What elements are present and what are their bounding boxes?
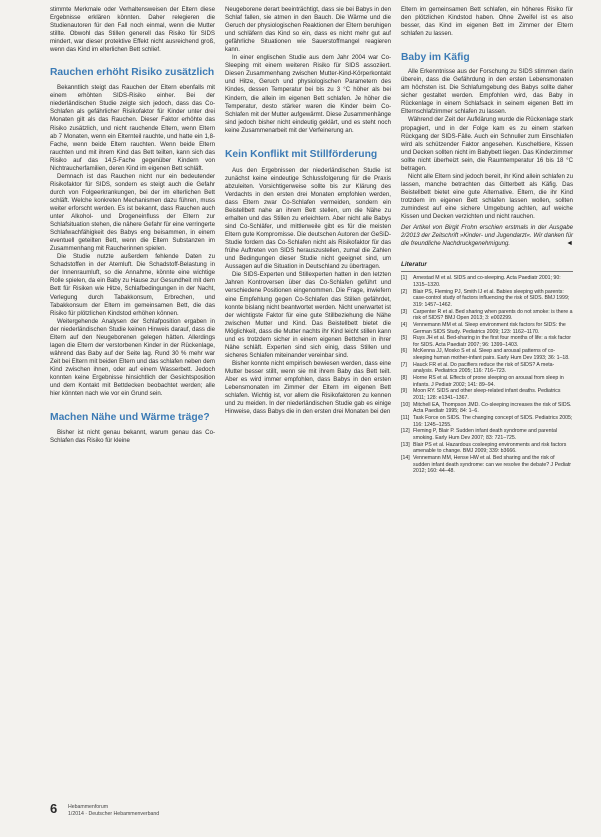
paragraph: Während der Zeit der Aufklärung wurde die Rückenlage stark propagiert, und in der Folge kam es zu einem starken Rückgang der SIDS-Fälle. Auch ein Schnuller zum Einschlafen wird als schützender Faktor angesehen. Kuscheltiere, Kissen und Decken sollten nicht im Babybett liegen. Das Kinderzimmer sollte nicht überheizt sein, die Raumtemperatur 16 bis 18 °C betragen.: [401, 116, 573, 172]
end-marker-icon: ◄: [566, 240, 573, 248]
reference-item: [2] Blair PS, Fleming PJ, Smith IJ et al. Babies sleeping with parents: case-control study of factors influencing the risk of SIDS. BMJ 1999; 319: 1457–1462.: [401, 288, 570, 308]
section-heading-naehe: Machen Nähe und Wärme träge?: [50, 412, 210, 424]
paragraph: Alle Erkenntnisse aus der Forschung zu SIDS stimmen darin überein, dass die Gefährdung in den ersten Lebensmonaten am höchsten ist. Die Schlafumgebung des Babys sollte daher sicher gestaltet werden. Empfohlen wird, das Baby in Rückenlage in einem Schlafsack in seinem eigenen Bett im Elternschlafzimmer schlafen zu lassen.: [401, 68, 573, 116]
reference-item: [4] Vennemann MM et al. Sleep environment risk factors for SIDS: the German SIDS Study. Pediatrics 2009; 123: 1162–1170.: [401, 321, 566, 335]
paragraph: Nicht alle Eltern sind jedoch bereit, ihr Kind allein schlafen zu lassen, manche betrachten das Gitterbett als Käfig. Das Beistellbett bietet eine gute Alternative. Eltern, die ihr Kind trotzdem im eigenen Bett schlafen lassen wollen, sollten zumindest auf eine sichere Umgebung achten, auf weiche Kissen und Decken verzichten und nicht rauchen.: [401, 172, 573, 221]
footer-issue: 1/2014 · Deutscher Hebammenverband: [68, 810, 160, 817]
reference-item: [9] Moon RY. SIDS and other sleep-related infant deaths. Pediatrics 2011; 128: e1341–1367.: [401, 388, 561, 402]
paragraph: In einer englischen Studie aus dem Jahr 2004 war Co-Sleeping mit einem weiteren Risiko für SIDS assoziiert. Diesen Zusammenhang zwischen Mutter-Kind-Körperkontakt und Hitze, Geruch und physiologischen Parametern des Kindes, dessen Temperatur bei bis zu 3 °C höher als bei Kindern, die allein im eigenen Bett schlafen. Je höher die Temperatur, desto stärker waren die Kinder beim Co-Schlafen mit der Mutter aufgewärmt. Diese Zusammenhänge sind jedoch bisher nicht eindeutig geklärt, und es steht noch keine Zusammenarbeit mit der Verfeinerung an.: [225, 54, 391, 134]
paragraph: Bisher konnte nicht empirisch bewiesen werden, dass eine Mutter besser stillt, wenn sie mit ihrem Baby das Bett teilt. Aber es wird immer empfohlen, dass Babys in den ersten Lebensmonaten im Zimmer der Eltern im eigenen Bett schlafen. Wichtig ist, vor allem die Risikofaktoren zu kennen und zu meiden. In der niederländischen Studie gab es einige Hinweise, dass Babys die in den ersten drei Monaten bei den: [225, 359, 391, 416]
reference-item: [3] Carpenter R et al. Bed sharing when parents do not smoke: is there a risk of SIDS? BMJ Open 2013; 3: e002299.: [401, 308, 573, 322]
article-note: [401, 224, 573, 248]
references-title: Literatur: [401, 261, 427, 269]
note-text: Der Artikel von Birgit Frohn erschien erstmals in der Ausgabe 2/2013 der Zeitschrift »Kinder- und Jugendarzt«. Wir danken für die freundliche Nachdruckgenehmigung.: [401, 224, 573, 248]
paragraph: Aus den Ergebnissen der niederländischen Studie ist zunächst keine eindeutige Schlussfolgerung für die Praxis abzuleiten. Vorsichtigerweise sollte bis zur Klärung des Verdachts in den ersten drei Monaten empfohlen werden, dass Eltern zwar Co-Schlafen vermeiden, sondern ein Beistellbett nahe an ihrem Bett stellen, um die Nähe zu erhalten und das Stillen zu erleichtern. Aber nicht alle Babys sind Co-Schläfer, und mittlerweile gibt es für die meisten Eltern gute Kompromisse. Die deutschen Autoren der GeSiD-Studie fordern das Co-Schlafen nicht als Risikofaktor für das frühe Auftreten von SIDS herauszustellen, zumal die Zahlen und Bedingungen dieser Studie nicht geeignet sind, um Aussagen auf die Situation in Deutschland zu übertragen.: [225, 166, 391, 271]
footer-publication: Hebammenforum: [68, 804, 109, 810]
reference-item: [8] Horne RS et al. Effects of prone sleeping on arousal from sleep in infants. J Pediatr 2002; 141: 89–94.: [401, 375, 564, 388]
reference-item: [13] Blair PS et al. Hazardous cosleeping environments and risk factors amenable to change. BMJ 2009; 339: b3666.: [401, 441, 567, 455]
paragraph: Die Studie nutzte außerdem fehlende Daten zu Schadstoffen in der Atemluft. Die Schadstoff-Belastung in der Innenraumluft, so die Annahme, könnte eine wichtige Rolle spielen, da ein Baby zu Hause zur Gesundheit mit dem Bett für Risiken wie Hitze, Schlafbedingungen in der Nacht, Verlegung durch Tabakkonsum, Erbrechen, und Tabakkonsum der Eltern im gemeinsamen Bett, die das Risiko für plötzlichen Kindstod erhöhen können.: [50, 253, 215, 317]
paragraph: stimmte Merkmale oder Verhaltensweisen der Eltern diese Ergebnisse erklären könnten. Daher relegieren die Studienautoren für den Fall noch einmal, wenn die Mutter stillte. Obwohl das Stillen generell das Risiko für SIDS mindert, war dieser protektive Effekt nicht ausreichend groß, wenn das Kind im elterlichen Bett schlief.: [50, 6, 215, 54]
section-heading-rauchen: Rauchen erhöht Risiko zusätzlich: [50, 67, 215, 79]
paragraph: Bisher ist nicht genau bekannt, warum genau das Co-Schlafen das Risiko für kleine: [50, 429, 215, 445]
paragraph: Die SIDS-Experten und Stillexperten hatten in den letzten Jahren Kontroversen über das Co-Schlafen geführt und verschiedene Positionen eingenommen. Die Frage, inwiefern eine Empfehlung gegen Co-Schlafen das Stillen gefährdet, konnte bislang nicht beantwortet werden. Nicht unerwartet ist der wichtigste Faktor für eine gute Stillbeziehung die Nähe zwischen Mutter und Kind. Das Beistellbett bietet die Möglichkeit, dass die Mutter nachts ihr Kind leicht stillen kann und es trotzdem sicher in einem eigenen Bettchen in ihrer Nähe schläft. Experten sind sich einig, dass Stillen und sicheres Schlafen miteinander vereinbar sind.: [225, 271, 391, 359]
reference-item: [10] Mitchell EA, Thompson JMD. Co-sleeping increases the risk of SIDS. Acta Paediatr 1995; 84: 1–6.: [401, 401, 572, 415]
references-divider: [401, 271, 573, 272]
references-list: [401, 275, 573, 475]
column-left: [50, 6, 215, 445]
reference-item: [14] Vennemann MM, Hense HW et al. Bed sharing and the risk of sudden infant death syndrome: can we resolve the debate? J Pediatr 2012; 160: 44–48.: [401, 454, 572, 475]
column-right: [401, 6, 573, 475]
page-footer: [68, 804, 159, 817]
reference-item: [1] Arnestad M et al. SIDS and co-sleeping. Acta Paediatr 2001; 90: 1315–1320.: [401, 275, 561, 288]
column-middle: [225, 6, 391, 416]
paragraph: Demnach ist das Rauchen nicht nur ein bedeutender Risikofaktor für SIDS, sondern es steigt auch die Gefahr durch von Folgeerkrankungen, bei der im elterlichen Bett schläft. Welche konkreten Mechanismen dazu führen, muss weiter erforscht werden. Es ist bekannt, dass Rauchen auch unter Alkohol- und Drogeneinfluss der Eltern zur Schlafsituation stehen, die nähere Gefahr für eine verringerte Schlafwachfähigkeit des Babys eng beisammen, in einem eventuell geteilten Bett, wenn die Eltern Substanzen im Zusammenhang mit Raucherinnen spielen.: [50, 172, 215, 253]
section-heading-konflikt: Kein Konflikt mit Stillförderung: [225, 148, 378, 160]
section-heading-kaefig: Baby im Käfig: [401, 52, 470, 64]
reference-item: [6] McKenna JJ, Mosko S et al. Sleep and arousal patterns of co-sleeping human mother-infant pairs. Early Hum Dev 1993; 36: 1–18.: [401, 348, 570, 362]
paragraph: Weitergehende Analysen der Schlafposition ergaben in der niederländischen Studie keinen Hinweis darauf, dass die Eltern auf den Neugeborenen gelegen hätten. Allerdings lagen die Eltern der verstorbenen Kinder in der Rückenlage, während das Baby auf der Seite lag. Rund 30 % mehr war Zeit bei Eltern mit beiden Eltern und das schlafen neben dem Kind zwischen ihnen, oder auf einem Wasserbett. Jedoch konnten keine Ergebnisse hinsichtlich der Gesichtsposition und dem Kontakt mit Bettdecken beobachtet werden; alle hier könnten nach wie vor ein Grund sein.: [50, 317, 215, 398]
reference-item: [5] Ruys JH et al. Bed-sharing in the first four months of life: a risk factor for SIDS. Acta Paediatr 2007; 96: 1399–1403.: [401, 335, 571, 348]
reference-item: [7] Hauck FR et al. Do pacifiers reduce the risk of SIDS? A meta-analysis. Pediatrics 2005; 116: 716–723.: [401, 361, 555, 375]
paragraph: Bekanntlich steigt das Rauchen der Eltern ebenfalls mit einem erhöhten SIDS-Risiko einher. Bei der niederländischen Studie zeigte sich jedoch, dass das Co-Schlafen als gefährlicher Risikofaktor für Kinder unter drei Monaten gilt als das Rauchen. Dieser Faktor erhöhte das Risiko zusätzlich, und nicht rauchende Eltern, wenn Eltern ab 7 Monaten, wenn ein Elternteil rauchte, und hatte ein 1,8-Fache, wenn beide Eltern rauchten. Wenn beide Eltern rauchten und mit ihrem Kind das Bett teilten, kann sich das Risiko auf das 14,5-Fache gegenüber Kindern von Nichtraucherfamilien, deren Kind im eigenen Bett schläft.: [50, 84, 215, 172]
page-number: 6: [50, 801, 58, 816]
paragraph: Eltern im gemeinsamen Bett schlafen, ein höheres Risiko für den plötzlichen Kindstod haben. Ohne Zweifel ist es also besser, das Kind im eigenen Bett im Zimmer der Eltern schlafen zu lassen.: [401, 6, 573, 38]
reference-item: [11] Task Force on SIDS. The changing concept of SIDS. Pediatrics 2005; 116: 1245–1255.: [401, 415, 573, 428]
paragraph: Neugeborene derart beeinträchtigt, dass sie bei Babys in den Schlaf fallen, sie atmen in den Bauch. Die Wärme und die Geruch der physiologischen Reaktionen der Eltern beruhigen und schläfern das Kind so ein, dass es nicht mehr gut auf gefährliche Situationen wie Sauerstoffmangel reagieren kann.: [225, 6, 391, 54]
reference-item: [12] Fleming P, Blair P. Sudden infant death syndrome and parental smoking. Early Hum Dev 2007; 83: 721–725.: [401, 428, 557, 442]
